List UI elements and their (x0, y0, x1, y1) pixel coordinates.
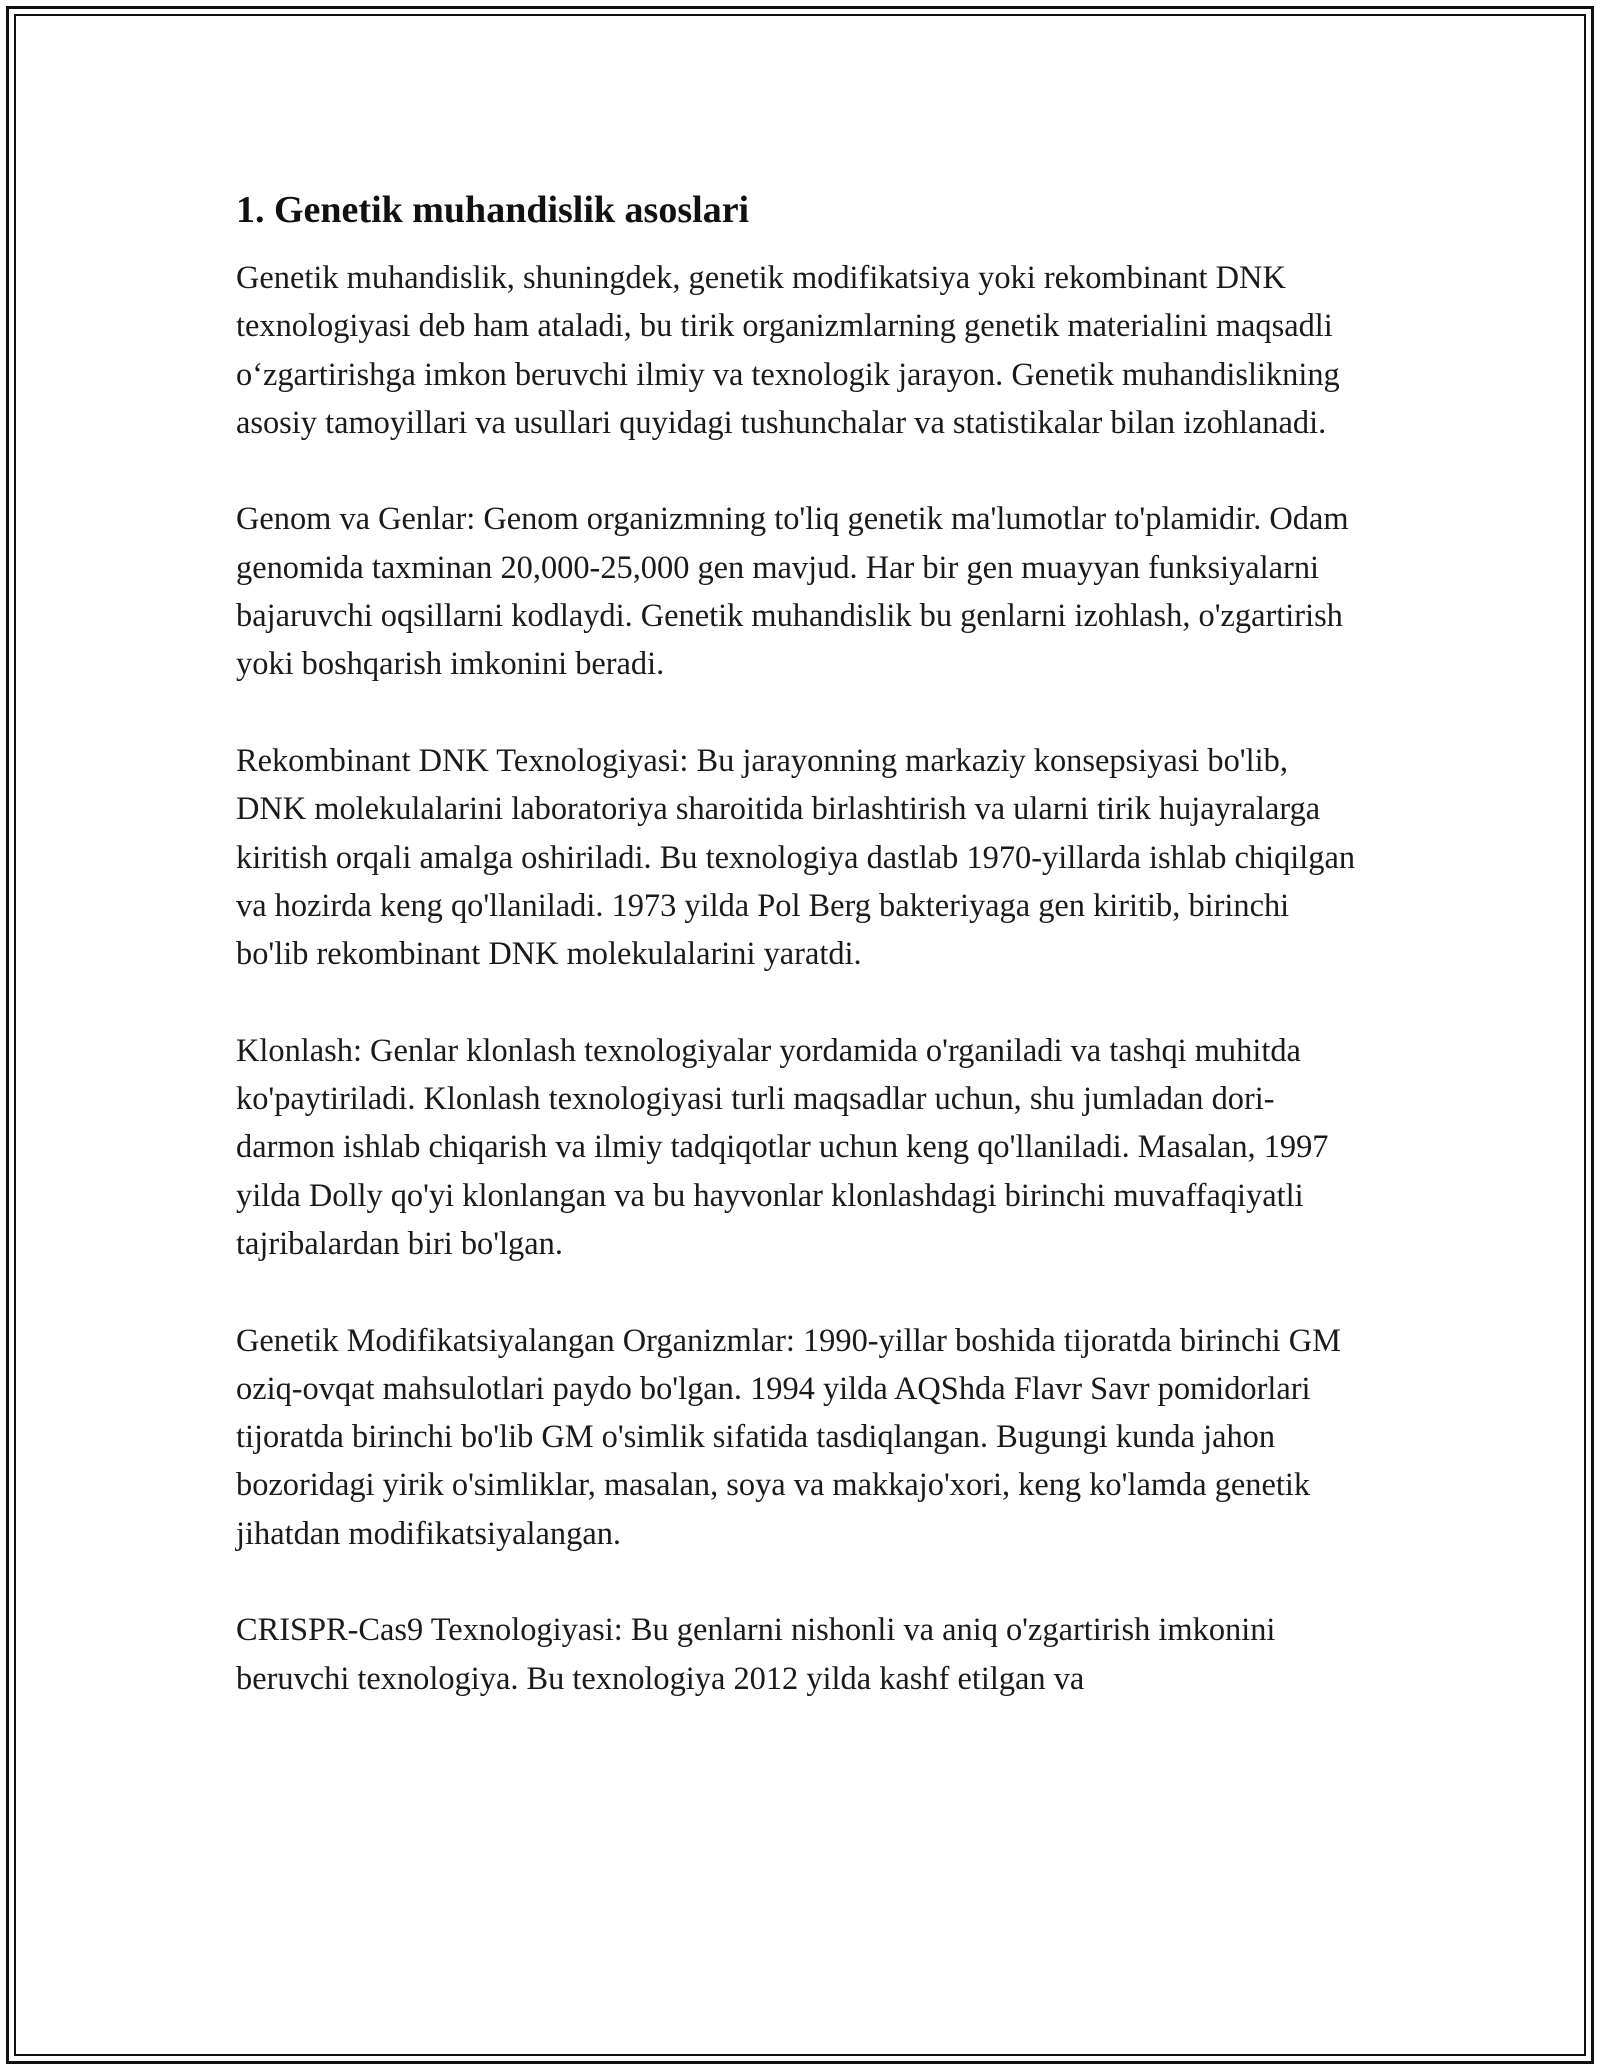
paragraph-crispr: CRISPR-Cas9 Texnologiyasi: Bu genlarni nishonli va aniq o'zgartirish imkonini beruvchi texnologiya. Bu texnologiya 2012 yilda kashf etilgan va (236, 1612, 1276, 1697)
section-heading: 1. Genetik muhandislik asoslari (236, 189, 750, 231)
paragraph-rekombinant-dnk: Rekombinant DNK Texnologiyasi: Bu jarayonning markaziy konsepsiyasi bo'lib, DNK molekulalarini laboratoriya sharoitida birlashtirish va ularni tirik hujayralarga kiritish orqali amalga oshiriladi. Bu texnologiya dastlab 1970-yillarda ishlab chiqilgan va hozirda keng qo'llaniladi. 1973 yilda Pol Berg bakteriyaga gen kiritib, birinchi bo'lib rekombinant DNK molekulalarini yaratdi. (236, 742, 1356, 973)
document-body (236, 186, 1366, 1751)
paragraph-gmo: Genetik Modifikatsiyalangan Organizmlar: 1990-yillar boshida tijoratda birinchi GM oziq-ovqat mahsulotlari paydo bo'lgan. 1994 yilda AQShda Flavr Savr pomidorlari tijoratda birinchi bo'lib GM o'simlik sifatida tasdiqlangan. Bugungi kunda jahon bozoridagi yirik o'simliklar, masalan, soya va makkajo'xori, keng ko'lamda genetik jihatdan modifikatsiyalangan. (236, 1322, 1341, 1552)
paragraph-klonlash: Klonlash: Genlar klonlash texnologiyalar yordamida o'rganiladi va tashqi muhitda ko'paytiriladi. Klonlash texnologiyasi turli maqsadlar uchun, shu jumladan dori-darmon ishlab chiqarish va ilmiy tadqiqotlar uchun keng qo'llaniladi. Masalan, 1997 yilda Dolly qo'yi klonlangan va bu hayvonlar klonlashdagi birinchi muvaffaqiyatli tajribalardan biri bo'lgan. (236, 1032, 1329, 1262)
paragraph-genom-va-genlar: Genom va Genlar: Genom organizmning to'liq genetik ma'lumotlar to'plamidir. Odam genomida taxminan 20,000-25,000 gen mavjud. Har bir gen muayyan funksiyalarni bajaruvchi oqsillarni kodlaydi. Genetik muhandislik bu genlarni izohlash, o'zgartirish yoki boshqarish imkonini beradi. (236, 501, 1349, 683)
paragraph-intro: Genetik muhandislik, shuningdek, genetik modifikatsiya yoki rekombinant DNK texnologiyasi deb ham ataladi, bu tirik organizmlarning genetik materialini maqsadli oʻzgartirishga imkon beruvchi ilmiy va texnologik jarayon. Genetik muhandislikning asosiy tamoyillari va usullari quyidagi tushunchalar va statistikalar bilan izohlanadi. (236, 260, 1340, 441)
